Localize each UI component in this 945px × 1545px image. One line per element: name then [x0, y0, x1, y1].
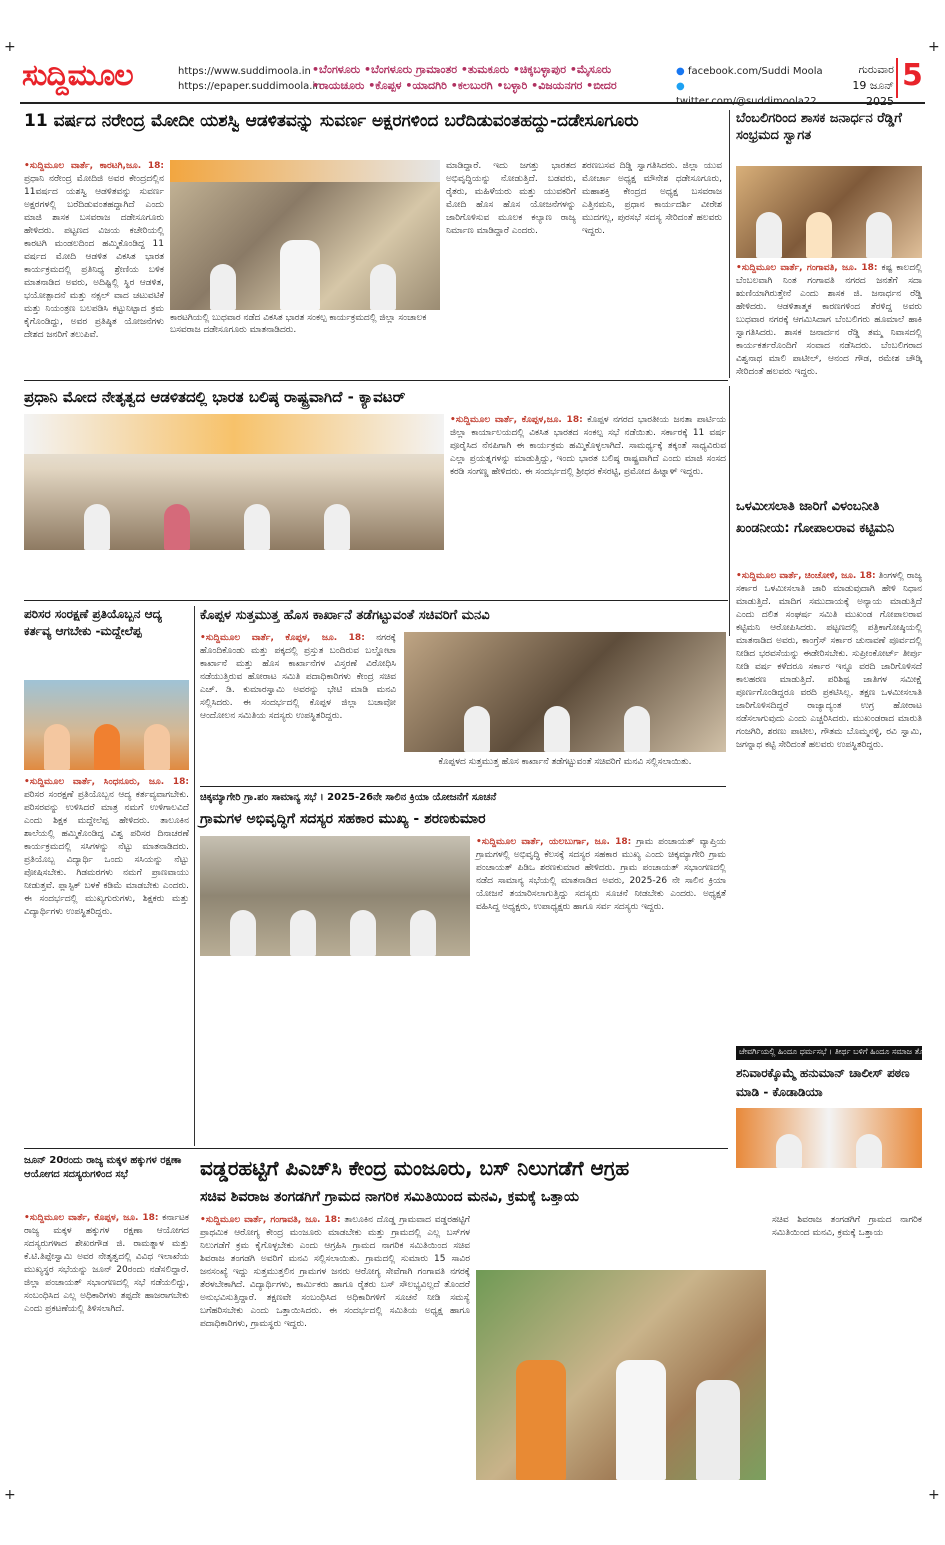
a3-photo — [24, 414, 444, 550]
epaper-link[interactable]: https://epaper.suddimoola.in — [178, 81, 322, 92]
a7-caption: ಕೊಪ್ಪಳದ ಸುತ್ತಮುತ್ತ ಹೊಸ ಕಾರ್ಖಾನೆ ತಡೆಗಟ್ಟುವಂತೆ ಸಚಿವರಿಗೆ ಮನವಿ ಸಲ್ಲಿಸಲಾಯಿತು. — [438, 757, 692, 767]
date-label: 19 ಜೂನ್ — [852, 79, 894, 92]
a10-body-right-text: ಸಚಿವ ಶಿವರಾಜ ತಂಗಡಗಿಗೆ ಗ್ರಾಮದ ನಾಗರಿಕ ಸಮಿತಿಯಿಂದ ಮನವಿ, ಕ್ರಮಕ್ಕೆ ಒತ್ತಾಯ — [772, 1215, 922, 1238]
divider-h1 — [24, 380, 728, 381]
a2-body-text: ಕಷ್ಟ ಕಾಲದಲ್ಲಿ ಬೆಂಬಲವಾಗಿ ನಿಂತ ಗಂಗಾವತಿ ನಗರದ ಜನತೆಗೆ ಸದಾ ಋಣಿಯಾಗಿರುತ್ತೇನೆ ಎಂದು ಶಾಸಕ ಜಿ. ಜನಾರ್ಧನ ರೆಡ್ಡಿ ಹೇಳಿದರು. ಆಡಳಿತಾತ್ಮಕ ಕಾರಣಗಳಿಂದ ತೆರಳಿದ್ದ ಅವರು ಬುಧವಾರ ನಗರಕ್ಕೆ ಆಗಮಿಸಿದಾಗ ಬೆಂಬಲಿಗರು ಹೂಮಾಲೆ ಹಾಕಿ ಸ್ವಾಗತಿಸಿದರು. ಶಾಸಕ ಜನಾರ್ದನ ರೆಡ್ಡಿ ತಮ್ಮ ನಿವಾಸದಲ್ಲಿ ಕಾರ್ಯಕರ್ತರೊಂದಿಗೆ ಸಂವಾದ ನಡೆಸಿದರು. ಬೆಂಬಲಿಗರಾದ ವಿಶ್ವನಾಥ ಮಾಲಿ ಪಾಟೀಲ್, ಆನಂದ ಗೌಡ, ರಮೇಶ ಚೌಡ್ಕಿ ಸೇರಿದಂತೆ ಹಲವರು ಇದ್ದರು. — [736, 263, 922, 377]
a2-lead: •ಸುದ್ದಿಮೂಲ ವಾರ್ತೆ, ಗಂಗಾವತಿ, ಜೂ. 18: — [736, 263, 878, 273]
website-link[interactable]: https://www.suddimoola.in — [178, 66, 311, 77]
a6-headline: ಪರಿಸರ ಸಂರಕ್ಷಣೆ ಪ್ರತಿಯೊಬ್ಬನ ಆದ್ಯ ಕರ್ತವ್ಯ ಆಗಬೇಕು -ಮದ್ದೇಲೆಪ್ಪ — [24, 607, 162, 638]
a7-lead: •ಸುದ್ದಿಮೂಲ ವಾರ್ತೆ, ಕೊಪ್ಪಳ, ಜೂ. 18: — [200, 633, 365, 643]
a1-col1-text: ಪ್ರಧಾನಿ ನರೇಂದ್ರ ಮೋದಿಜಿ ಅವರ ಕೇಂದ್ರದಲ್ಲಿನ 11ವರ್ಷದ ಯಶಸ್ವಿ ಆಡಳಿತವನ್ನು ಸುವರ್ಣ ಅಕ್ಷರಗಳಲ್ಲಿ ಬರೆದಿಡುವಂತಹದ್ದಾಗಿದೆ ಎಂದು ಮಾಜಿ ಶಾಸಕ ಬಸವರಾಜ ದಡೇಸೂಗೂರು ಹೇಳಿದರು. ಪಟ್ಟಣದ ವಿಜಯ ಕಚೇರಿಯಲ್ಲಿ ಕಾರಟಗಿ ಮಂಡಲದಿಂದ ಹಮ್ಮಿಕೊಂಡಿದ್ದ 11 ವರ್ಷದ ಮೋದಿ ಆಡಳಿತ ವಿಕಸಿತ ಭಾರತ ಕಾರ್ಯಕ್ರಮದಲ್ಲಿ ಪ್ರತಿನಿಧ್ಯ ಶ್ರೇಣಿಯ ಬಳಿಕ ಮಾತನಾಡಿದ ಅವರು, ಅದಿಷ್ಟಿಲ್ಲಿ ಸ್ಥಿರ ಆಡಳಿತ, ಭಯೋತ್ಪಾದನೆ ಮತ್ತು ನಕ್ಸಲ್ ವಾದ ಚಟುವಟಿಕೆ ಮತ್ತು ನಿಯಂತ್ರಣ ಬಲಪಡಿಸಿ ಕಟ್ಟುನಿಟ್ಟಾದ ಕ್ರಮ ಕೈಗೊಂಡಿದ್ದು, ಅವರ ಪ್ರತಿಷ್ಠಿತ ಯೋಜನೆಗಳು ದೇಶದ ಜನರಿಗೆ ತಲುಪಿವೆ. — [24, 174, 164, 340]
a5-headline: ಶನಿವಾರಕ್ಕೊಮ್ಮೆ ಹನುಮಾನ್ ಚಾಲೀಸ್ ಪಠಣ ಮಾಡಿ - ಕೊಡಾಡಿಯಾ — [736, 1066, 910, 1099]
a4-body-text: ತಿಂಗಳಲ್ಲಿ ರಾಜ್ಯ ಸರ್ಕಾರ ಒಳಮೀಸಲಾತಿ ಜಾರಿ ಮಾಡುವುದಾಗಿ ಹೇಳಿ ನಿಧಾನ ಮಾಡುತ್ತಿದೆ. ಮಾದಿಗ ಸಮುದಾಯಕ್ಕೆ ಅನ್ಯಾಯ ಮಾಡುತ್ತಿದೆ ಎಂದು ದಲಿತ ಸಂಘರ್ಷ ಸಮಿತಿ ಮುಖಂಡ ಗೋಪಾಲರಾವ ಕಟ್ಟಿಮನಿ ಆರೋಪಿಸಿದರು. ಪಟ್ಟಣದಲ್ಲಿ ಪತ್ರಿಕಾಗೋಷ್ಠಿಯಲ್ಲಿ ಮಾತನಾಡಿದ ಅವರು, ಕಾಂಗ್ರೆಸ್ ಸರ್ಕಾರ ಚುನಾವಣೆ ಪೂರ್ವದಲ್ಲಿ ನೀಡಿದ ಭರವಸೆಯನ್ನು ಈಡೇರಿಸಬೇಕು. ಸುಪ್ರೀಂಕೋರ್ಟ್ ತೀರ್ಪು ನೀಡಿ ವರ್ಷ ಕಳೆದರೂ ಸರ್ಕಾರ ಇನ್ನೂ ವರದಿ ಜಾರಿಗೊಳಿಸದೆ ಕಾಲಹರಣ ಮಾಡುತ್ತಿದೆ. ಪರಿಶಿಷ್ಟ ಜಾತಿಗಳ ಸಮೀಕ್ಷೆ ಪೂರ್ಣಗೊಂಡಿದ್ದರೂ ವರದಿ ಪ್ರಕಟಿಸಿಲ್ಲ. ತಕ್ಷಣ ಒಳಮೀಸಲಾತಿ ಜಾರಿಗೊಳಿಸದಿದ್ದರೆ ರಾಜ್ಯಾದ್ಯಂತ ಉಗ್ರ ಹೋರಾಟ ನಡೆಸಲಾಗುವುದು ಎಂದು ಎಚ್ಚರಿಸಿದರು. ಮುಖಂಡರಾದ ಮಾರುತಿ ಗಂಜಗಿರಿ, ಶರಣು ಪಾಟೀಲ, ಗೌತಮ ಬೊಮ್ಮನಳ್ಳಿ, ರವಿ ಸ್ವಾಮಿ, ಜಗನ್ನಾಥ ಕಟ್ಟಿ ಸೇರಿದಂತೆ ಹಲವರು ಉಪಸ್ಥಿತರಿದ್ದರು. — [736, 571, 922, 750]
a5-kicker: ಜೇವರ್ಗಿಯಲ್ಲಿ ಹಿಂದೂ ಧರ್ಮಸಭೆ । ತೀರ್ಥ ಬಳಿಗೆ ಹಿಂದೂ ಸಮಾಜ ತೋರಿಸುವ — [736, 1046, 922, 1060]
a10-body-right — [772, 1214, 922, 1484]
masthead-rule — [20, 102, 925, 104]
a1-photo — [170, 160, 440, 310]
masthead-logo: ಸುದ್ದಿಮೂಲ — [22, 58, 133, 93]
facebook-link[interactable]: facebook.com/Suddi Moola — [687, 66, 823, 77]
cities-row-1: •ಬೆಂಗಳೂರು •ಬೆಂಗಳೂರು ಗ್ರಾಮಾಂತರ •ತುಮಕೂರು •ಚಿಕ್ಕಬಳ್ಳಾಪುರ •ಮೈಸೂರು — [312, 63, 612, 76]
crop-mark-tl: + — [4, 39, 16, 55]
a3-body-text: ಕೊಪ್ಪಳ ನಗರದ ಭಾರತೀಯ ಜನತಾ ಪಾರ್ಟಿಯ ಜಿಲ್ಲಾ ಕಾರ್ಯಾಲಯದಲ್ಲಿ ವಿಕಸಿತ ಭಾರತದ ಸಂಕಲ್ಪ ಸಭೆ ನಡೆಯಿತು. ಸರ್ಕಾರಕ್ಕೆ 11 ವರ್ಷ ಪೂರೈಸಿದ ನೆನಪಿಗಾಗಿ ಈ ಕಾರ್ಯಕ್ರಮ ಹಮ್ಮಿಕೊಳ್ಳಲಾಗಿದೆ. ಸಾಮರ್ಥ್ಯಕ್ಕೆ ತಕ್ಕಂತೆ ಸಾಧ್ಯವಿರುವ ಎಲ್ಲಾ ಪ್ರಯತ್ನಗಳನ್ನು ಮಾಡುತ್ತಿದ್ದು, ಇಂದು ಭಾರತ ಬಲಿಷ್ಠ ರಾಷ್ಟ್ರವಾಗಿದೆ ಎಂದು ಮಾಜಿ ಸಂಸದ ಕರಡಿ ಸಂಗಣ್ಣ ಹೇಳಿದರು. ಈ ಸಂದರ್ಭದಲ್ಲಿ ಶ್ರೀಧರ ಕೆಸರಟ್ಟಿ, ಪ್ರಮೋದ ಹಿಟ್ನಾಳ್ ಇದ್ದರು. — [450, 415, 726, 477]
a7-body-text: ನಗರಕ್ಕೆ ಹೊಂದಿಕೊಂಡು ಮತ್ತು ಪಕ್ಕದಲ್ಲಿ ಪ್ರಸ್ತುತ ಬಂದಿರುವ ಬಲ್ಡೋಟಾ ಕಾರ್ಖಾನೆ ಮತ್ತು ಹೊಸ ಕಾರ್ಖಾನೆಗಳ ವಿಸ್ತರಣೆ ವಿರೋಧಿಸಿ ನಡೆಯುತ್ತಿರುವ ಹೋರಾಟ ಸಮಿತಿ ಪದಾಧಿಕಾರಿಗಳು ಕೇಂದ್ರ ಸಚಿವ ಎಚ್. ಡಿ. ಕುಮಾರಸ್ವಾಮಿ ಅವರನ್ನು ಭೇಟಿ ಮಾಡಿ ಮನವಿ ಸಲ್ಲಿಸಿದರು. ಈ ಸಂದರ್ಭದಲ್ಲಿ ಕೊಪ್ಪಳ ಜಿಲ್ಲಾ ಬಚಾವೋ ಆಂದೋಲನ ಸಮಿತಿಯ ಸದಸ್ಯರು ಉಪಸ್ಥಿತರಿದ್ದರು. — [200, 633, 396, 721]
crop-mark-bl: + — [4, 1487, 16, 1503]
a10-body-text: ತಾಲೂಕಿನ ದೊಡ್ಡ ಗ್ರಾಮವಾದ ವಡ್ಡರಹಟ್ಟಿಗೆ ಪ್ರಾಥಮಿಕ ಆರೋಗ್ಯ ಕೇಂದ್ರ ಮಂಜೂರು ಮಾಡಬೇಕು ಮತ್ತು ಗ್ರಾಮದಲ್ಲಿ ಎಲ್ಲ ಬಸ್‌ಗಳ ನಿಲುಗಡೆಗೆ ಕ್ರಮ ಕೈಗೊಳ್ಳಬೇಕು ಎಂದು ಆಗ್ರಹಿಸಿ ಗ್ರಾಮದ ನಾಗರಿಕ ಸಮಿತಿಯಿಂದ ಸಚಿವ ಶಿವರಾಜ ತಂಗಡಗಿ ಅವರಿಗೆ ಮನವಿ ಸಲ್ಲಿಸಲಾಯಿತು. ಗ್ರಾಮದಲ್ಲಿ ಸುಮಾರು 15 ಸಾವಿರ ಜನಸಂಖ್ಯೆ ಇದ್ದು ಸುತ್ತಮುತ್ತಲಿನ ಗ್ರಾಮಗಳ ಜನರು ಆರೋಗ್ಯ ಸೇವೆಗಾಗಿ ಗಂಗಾವತಿ ನಗರಕ್ಕೆ ತೆರಳಬೇಕಾಗಿದೆ. ವಿದ್ಯಾರ್ಥಿಗಳು, ಕಾರ್ಮಿಕರು ಹಾಗೂ ರೈತರು ಬಸ್ ಸೌಲಭ್ಯವಿಲ್ಲದೆ ತೊಂದರೆ ಅನುಭವಿಸುತ್ತಿದ್ದಾರೆ. ತಕ್ಷಣವೇ ಸಂಬಂಧಿಸಿದ ಅಧಿಕಾರಿಗಳಿಗೆ ಸೂಚನೆ ನೀಡಿ ಸಮಸ್ಯೆ ಬಗೆಹರಿಸಬೇಕು ಎಂದು ಒತ್ತಾಯಿಸಿದರು. ಈ ಸಂದರ್ಭದಲ್ಲಿ ಸಮಿತಿಯ ಅಧ್ಯಕ್ಷ ಹಾಗೂ ಪದಾಧಿಕಾರಿಗಳು, ಗ್ರಾಮಸ್ಥರು ಇದ್ದರು. — [200, 1215, 470, 1329]
a1-col2: ಮಾಡಿದ್ದಾರೆ. ಇದು ಜಗತ್ತು ಭಾರತದ ಅಭಿವೃದ್ಧಿಯನ್ನು ನೋಡುತ್ತಿದೆ. ಬಡವರು, ರೈತರು, ಮಹಿಳೆಯರು ಮತ್ತು ಯುವಕರಿಗೆ ಮೋದಿ ಹೊಸ ಹೊಸ ಯೋಜನೆಗಳನ್ನು ಜಾರಿಗೊಳಿಸುವ ಮೂಲಕ ಕಲ್ಯಾಣ ರಾಜ್ಯ ನಿರ್ಮಾಣ ಮಾಡಿದ್ದಾರೆ ಎಂದರು. — [446, 161, 576, 236]
a2-photo — [736, 166, 922, 258]
masthead-links — [178, 64, 322, 94]
a10-subhead: ಸಚಿವ ಶಿವರಾಜ ತಂಗಡಗಿಗೆ ಗ್ರಾಮದ ನಾಗರಿಕ ಸಮಿತಿಯಿಂದ ಮನವಿ, ಕ್ರಮಕ್ಕೆ ಒತ್ತಾಯ — [200, 1189, 579, 1205]
cities-row-2: •ರಾಯಚೂರು •ಕೊಪ್ಪಳ •ಯಾದಗಿರಿ •ಕಲಬುರಗಿ •ಬಳ್ಳಾರಿ •ವಿಜಯನಗರ •ಬೀದರ — [312, 79, 617, 92]
day-label: ಗುರುವಾರ — [858, 63, 894, 76]
a8-photo — [200, 836, 470, 956]
crop-mark-br: + — [928, 1487, 940, 1503]
divider-h4 — [24, 1148, 728, 1149]
a3-body — [450, 414, 726, 594]
divider-h2 — [24, 600, 728, 601]
a7-body — [200, 632, 396, 782]
divider-v1 — [729, 110, 730, 378]
a3-lead: •ಸುದ್ದಿಮೂಲ ವಾರ್ತೆ, ಕೊಪ್ಪಳ,ಜೂ. 18: — [450, 415, 583, 425]
a2-headline: ಬೆಂಬಲಿಗರಿಂದ ಶಾಸಕ ಜನಾರ್ಧನ ರೆಡ್ಡಿಗೆ ಸಂಭ್ರಮದ ಸ್ವಾಗತ — [736, 111, 902, 143]
a1-lead: •ಸುದ್ದಿಮೂಲ ವಾರ್ತೆ, ಕಾರಟಗಿ,ಜೂ. 18: — [24, 161, 164, 171]
crop-mark-tr: + — [928, 39, 940, 55]
a9-headline: ಜೂನ್ 20ರಂದು ರಾಜ್ಯ ಮಕ್ಕಳ ಹಕ್ಕುಗಳ ರಕ್ಷಣಾ ಆಯೋಗದ ಸದಸ್ಯರುಗಳಿಂದ ಸಭೆ — [24, 1155, 182, 1180]
a9-body-text: ಕರ್ನಾಟಕ ರಾಜ್ಯ ಮಕ್ಕಳ ಹಕ್ಕುಗಳ ರಕ್ಷಣಾ ಆಯೋಗದ ಸದಸ್ಯರುಗಳಾದ ಶೇಖರಗೌಡ ಜಿ. ರಾಮತ್ನಾಳ ಮತ್ತು ಕೆ.ಟಿ.ತಿಪ್ಪೇಸ್ವಾಮಿ ಅವರ ನೇತೃತ್ವದಲ್ಲಿ ವಿವಿಧ ಇಲಾಖೆಯ ಮುಖ್ಯಸ್ಥರ ಸಭೆಯನ್ನು ಜೂನ್ 20ರಂದು ನಡೆಸಲಿದ್ದಾರೆ. ಜಿಲ್ಲಾ ಪಂಚಾಯತ್ ಸಭಾಂಗಣದಲ್ಲಿ ಸಭೆ ನಡೆಯಲಿದ್ದು, ಸಂಬಂಧಿಸಿದ ಎಲ್ಲ ಅಧಿಕಾರಿಗಳು ತಪ್ಪದೇ ಹಾಜರಾಗಬೇಕು ಎಂದು ಪ್ರಕಟಣೆಯಲ್ಲಿ ತಿಳಿಸಲಾಗಿದೆ. — [24, 1213, 189, 1314]
a4-headline: ಒಳಮೀಸಲಾತಿ ಜಾರಿಗೆ ವಿಳಂಬನೀತಿ ಖಂಡನೀಯ: ಗೋಪಾಲರಾವ ಕಟ್ಟಿಮನಿ — [736, 499, 895, 536]
a3-headline: ಪ್ರಧಾನಿ ಮೋದ ನೇತೃತ್ವದ ಆಡಳಿತದಲ್ಲಿ ಭಾರತ ಬಲಿಷ್ಠ ರಾಷ್ಟ್ರವಾಗಿದೆ - ಕ್ಯಾವಟರ್ — [24, 388, 406, 406]
a6-photo — [24, 680, 189, 770]
a7-headline: ಕೊಪ್ಪಳ ಸುತ್ತಮುತ್ತ ಹೊಸ ಕಾರ್ಖಾನೆ ತಡೆಗಟ್ಟುವಂತೆ ಸಚಿವರಿಗೆ ಮನವಿ — [200, 608, 490, 623]
a1-col1 — [24, 160, 164, 380]
a8-body-text: ಗ್ರಾಮ ಪಂಚಾಯತ್ ವ್ಯಾಪ್ತಿಯ ಗ್ರಾಮಗಳಲ್ಲಿ ಅಭಿವೃದ್ಧಿ ಕೆಲಸಕ್ಕೆ ಸದಸ್ಯರ ಸಹಕಾರ ಮುಖ್ಯ ಎಂದು ಚಿಕ್ಕಮ್ಯಾಗೇರಿ ಗ್ರಾಮ ಪಂಚಾಯತ್ ಪಿಡಿಒ ಶರಣಕುಮಾರ ಹೇಳಿದರು. ಗ್ರಾಮ ಪಂಚಾಯತ್ ಸಭಾಂಗಣದಲ್ಲಿ ನಡೆದ ಸಾಮಾನ್ಯ ಸಭೆಯಲ್ಲಿ ಮಾತನಾಡಿದ ಅವರು, 2025-26 ನೇ ಸಾಲಿನ ಕ್ರಿಯಾ ಯೋಜನೆ ತಯಾರಿಸಲಾಗುತ್ತಿದ್ದು ಸದಸ್ಯರು ಸೂಚನೆ ನೀಡಬೇಕು ಎಂದರು. ಅಧ್ಯಕ್ಷತೆ ವಹಿಸಿದ್ದ ಅಧ್ಯಕ್ಷರು, ಉಪಾಧ್ಯಕ್ಷರು ಹಾಗೂ ಸರ್ವ ಸದಸ್ಯರು ಇದ್ದರು. — [476, 837, 726, 912]
twitter-icon: ● — [676, 81, 685, 92]
a10-headline: ವಡ್ಡರಹಟ್ಟಿಗೆ ಪಿಎಚ್‌ಸಿ ಕೇಂದ್ರ ಮಂಜೂರು, ಬಸ್ ನಿಲುಗಡೆಗೆ ಆಗ್ರಹ — [200, 1156, 630, 1180]
facebook-icon: ● — [676, 66, 685, 77]
divider-v3 — [194, 606, 195, 1146]
a6-lead: •ಸುದ್ದಿಮೂಲ ವಾರ್ತೆ, ಸಿಂಧನೂರು, ಜೂ. 18: — [24, 777, 189, 787]
a2-body — [736, 262, 922, 488]
a4-lead: •ಸುದ್ದಿಮೂಲ ವಾರ್ತೆ, ಚಿಂಚೋಳಿ, ಜೂ. 18: — [736, 571, 876, 581]
a1-headline: 11 ವರ್ಷದ ನರೇಂದ್ರ ಮೋದೀ ಯಶಸ್ವಿ ಆಡಳಿತವನ್ನು ಸುವರ್ಣ ಅಕ್ಷರಗಳಿಂದ ಬರೆದಿಡುವಂತಹದ್ದು-ದಡೇಸೂಗೂರು — [24, 111, 639, 131]
a10-lead: •ಸುದ್ದಿಮೂಲ ವಾರ್ತೆ, ಗಂಗಾವತಿ, ಜೂ. 18: — [200, 1215, 341, 1225]
a4-body — [736, 570, 922, 1040]
a10-photo — [476, 1270, 766, 1480]
a10-body-left — [200, 1214, 470, 1484]
a6-body — [24, 776, 189, 1116]
a9-lead: •ಸುದ್ದಿಮೂಲ ವಾರ್ತೆ, ಕೊಪ್ಪಳ, ಜೂ. 18: — [24, 1213, 159, 1223]
a9-body — [24, 1212, 189, 1482]
a8-lead: •ಸುದ್ದಿಮೂಲ ವಾರ್ತೆ, ಯಲಬುರ್ಗಾ, ಜೂ. 18: — [476, 837, 632, 847]
a8-kicker: ಚಿಕ್ಕಮ್ಯಾಗೇರಿ ಗ್ರಾ.ಪಂ ಸಾಮಾನ್ಯ ಸಭೆ । 2025-26ನೇ ಸಾಲಿನ ಕ್ರಿಯಾ ಯೋಜನೆಗೆ ಸೂಚನೆ — [200, 792, 497, 803]
a7-photo — [404, 632, 726, 752]
a8-body — [476, 836, 726, 1136]
a8-headline: ಗ್ರಾಮಗಳ ಅಭಿವೃದ್ಧಿಗೆ ಸದಸ್ಯರ ಸಹಕಾರ ಮುಖ್ಯ - ಶರಣಕುಮಾರ — [200, 811, 486, 827]
divider-h3 — [200, 786, 726, 787]
page-number: 5 — [896, 58, 926, 98]
masthead-cities — [312, 62, 672, 94]
a1-col3: ಶರಣಬಸವ ದಿಡ್ಡಿ ಸ್ವಾಗತಿಸಿದರು. ಜಿಲ್ಲಾ ಯುವ ಮೋರ್ಚಾ ಅಧ್ಯಕ್ಷ ಮೌನೇಶ ಧಡೇಸೂಗೂರು, ಮಹಾಶಕ್ತಿ ಕೇಂದ್ರದ ಅಧ್ಯಕ್ಷ ಬಸವರಾಜ ಎತ್ತಿನಮನಿ, ಪ್ರಧಾನ ಕಾರ್ಯದರ್ಶಿ ವೀರೇಶ ಮುದಗಲ್ಲ, ಪುರಸಭೆ ಸದಸ್ಯ ಸೇರಿದಂತೆ ಹಲವರು ಇದ್ದರು. — [582, 161, 722, 236]
a6-body-text: ಪರಿಸರ ಸಂರಕ್ಷಣೆ ಪ್ರತಿಯೊಬ್ಬನ ಆದ್ಯ ಕರ್ತವ್ಯವಾಗಬೇಕು. ಪರಿಸರವನ್ನು ಉಳಿಸಿದರೆ ಮಾತ್ರ ನಮಗೆ ಉಳಿಗಾಲವಿದೆ ಎಂದು ಶಿಕ್ಷಕ ಮದ್ದೇಲೆಪ್ಪ ಹೇಳಿದರು. ತಾಲೂಕಿನ ಶಾಲೆಯಲ್ಲಿ ಹಮ್ಮಿಕೊಂಡಿದ್ದ ವಿಶ್ವ ಪರಿಸರ ದಿನಾಚರಣೆ ಕಾರ್ಯಕ್ರಮದಲ್ಲಿ ಸಸಿಗಳನ್ನು ನೆಟ್ಟು ಮಾತನಾಡಿದರು. ಪ್ರತಿಯೊಬ್ಬ ವಿದ್ಯಾರ್ಥಿ ಒಂದು ಸಸಿಯನ್ನು ನೆಟ್ಟು ಪೋಷಿಸಬೇಕು. ಗಿಡಮರಗಳು ನಮಗೆ ಪ್ರಾಣವಾಯು ನೀಡುತ್ತವೆ. ಪ್ಲಾಸ್ಟಿಕ್ ಬಳಕೆ ಕಡಿಮೆ ಮಾಡಬೇಕು ಎಂದರು. ಈ ಸಂದರ್ಭದಲ್ಲಿ ಮುಖ್ಯಗುರುಗಳು, ಶಿಕ್ಷಕರು ಮತ್ತು ವಿದ್ಯಾರ್ಥಿಗಳು ಉಪಸ್ಥಿತರಿದ್ದರು. — [24, 790, 189, 917]
divider-v2 — [729, 386, 730, 636]
a1-caption: ಕಾರಟಗಿಯಲ್ಲಿ ಬುಧವಾರ ನಡೆದ ವಿಕಸಿತ ಭಾರತ ಸಂಕಲ್ಪ ಕಾರ್ಯಕ್ರಮದಲ್ಲಿ ಜಿಲ್ಲಾ ಸಂಚಾಲಕ ಬಸವರಾಜ ದಡೇಸೂಗೂರು ಮಾತನಾಡಿದರು. — [170, 313, 427, 335]
